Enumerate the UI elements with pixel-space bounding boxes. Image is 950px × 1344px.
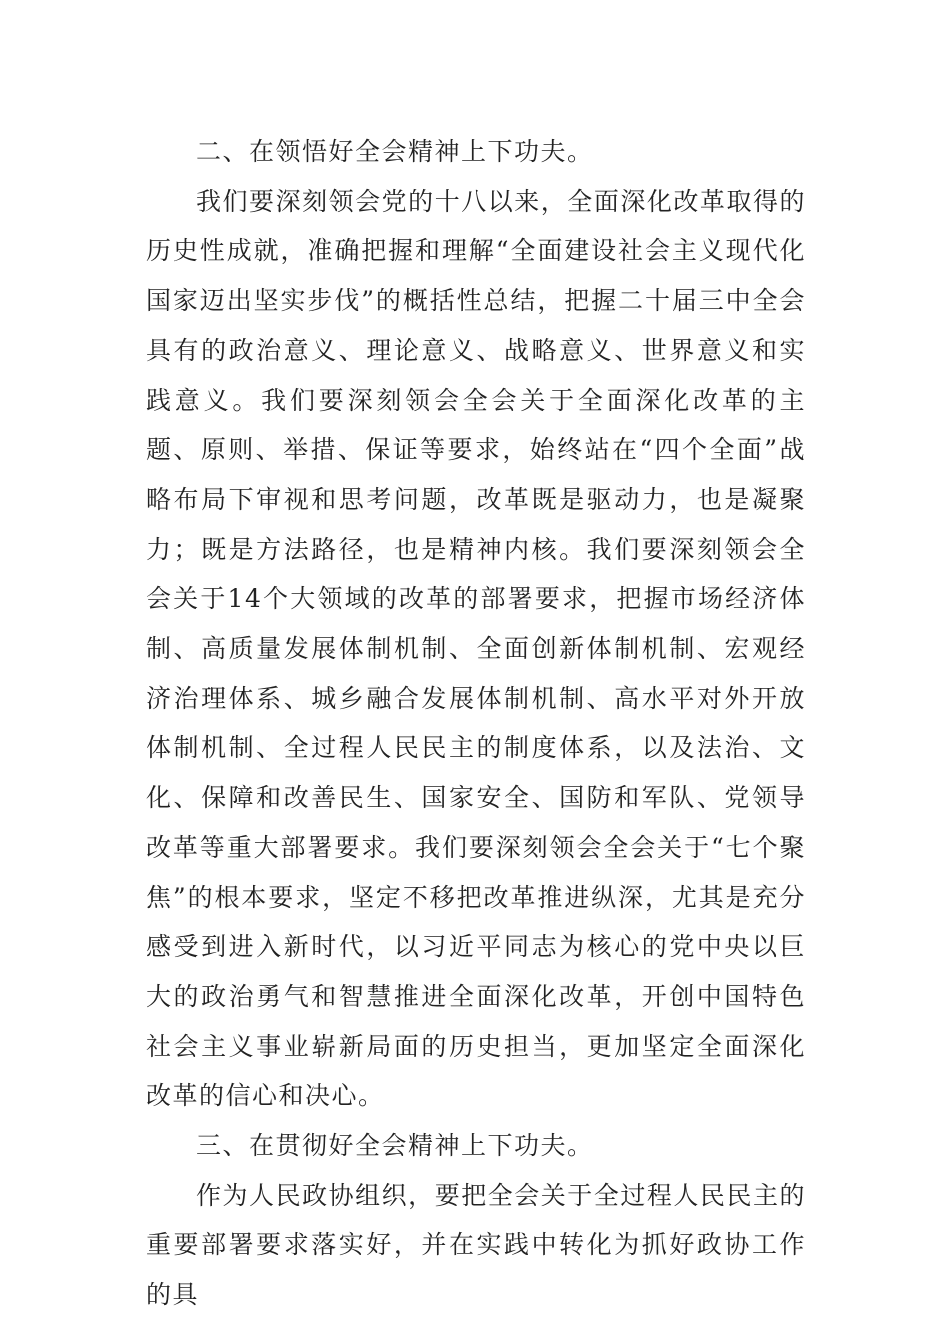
section-heading-2: 二、在领悟好全会精神上下功夫。 <box>196 137 594 166</box>
document-body <box>146 127 806 1320</box>
section-heading-3: 三、在贯彻好全会精神上下功夫。 <box>196 1131 594 1161</box>
body-paragraph: 我们要深刻领会党的十八以来，全面深化改革取得的历史性成就，准确把握和理解“全面建设社会主义现代化国家迈出坚实步伐”的概括性总结，把握二十届三中全会具有的政治意义、理论意义、战略意义、世界意义和实践意义。我们要深刻领会全会关于全面深化改革的主题、原则、举措、保证等要求，始终站在“四个全面”战略布局下审视和思考问题，改革既是驱动力，也是凝聚力；既是方法路径，也是精神内核。我们要深刻领会全会关于14个大领域的改革的部署要求，把握市场经济体制、高质量发展体制机制、全面创新体制机制、宏观经济治理体系、城乡融合发展体制机制、高水平对外开放体制机制、全过程人民民主的制度体系，以及法治、文化、保障和改善民生、国家安全、国防和军队、党领导改革等重大部署要求。我们要深刻领会全会关于“七个聚焦”的根本要求，坚定不移把改革推进纵深，尤其是充分感受到进入新时代，以习近平同志为核心的党中央以巨大的政治勇气和智慧推进全面深化改革，开创中国特色社会主义事业崭新局面的历史担当，更加坚定全面深化改革的信心和决心。 <box>146 186 806 1111</box>
body-paragraph: 作为人民政协组织，要把全会关于全过程人民民主的重要部署要求落实好，并在实践中转化为抓好政协工作的具 <box>146 1180 806 1310</box>
